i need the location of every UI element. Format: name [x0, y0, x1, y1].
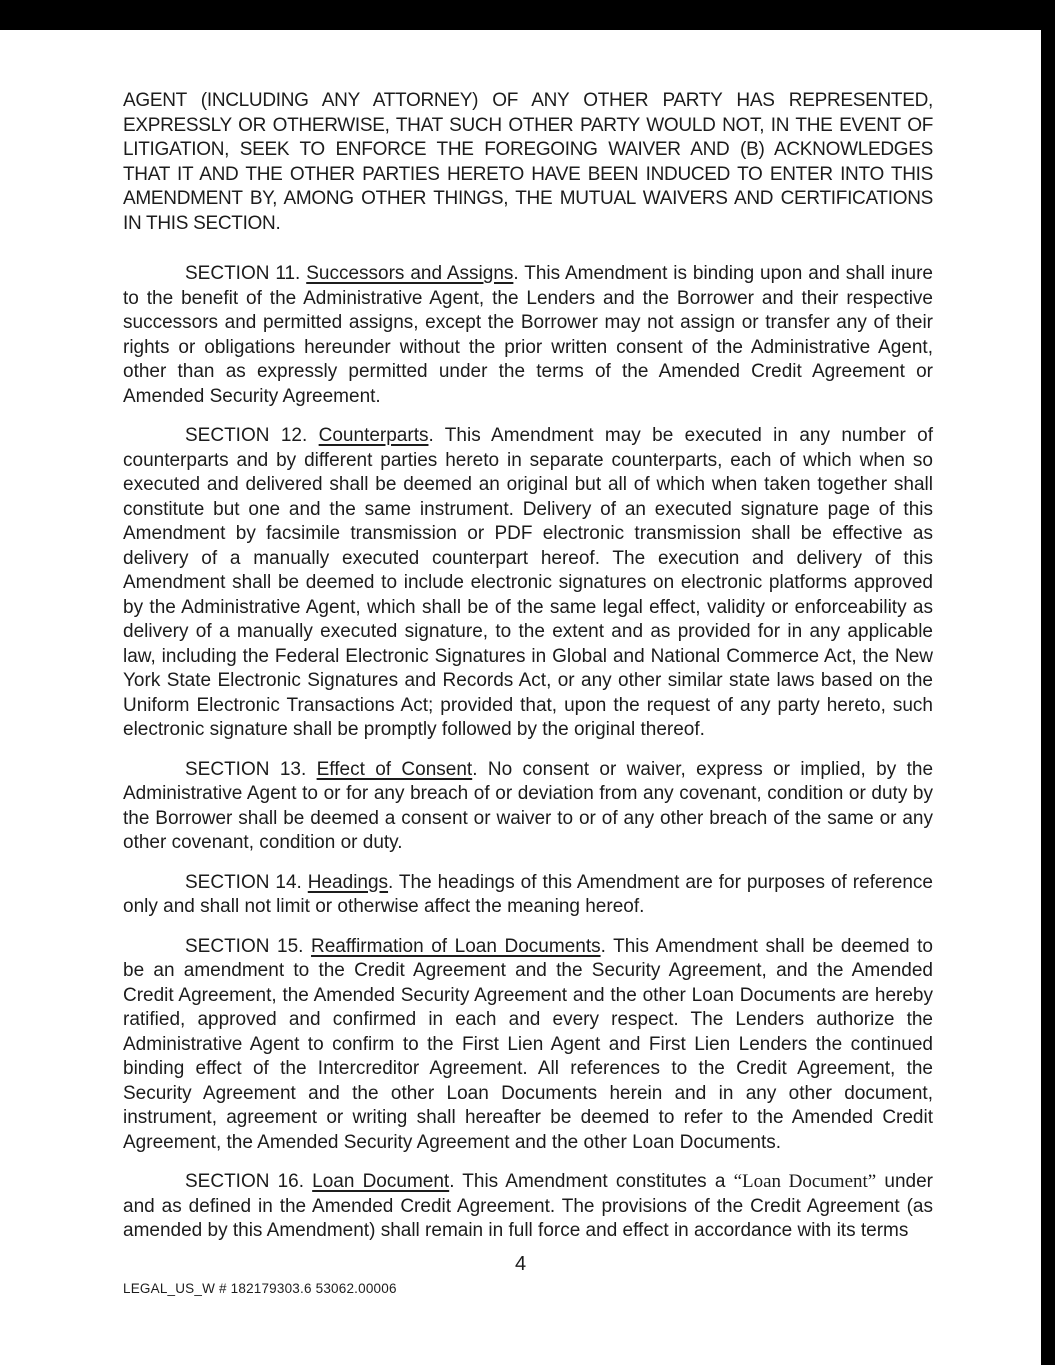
section-16-body-post: under and as defined in the Amended Credit Agreement. The provisions of the Credit Agreement (as amended by this Amendment) shall remain in full force and effect in accordance with its terms — [123, 1171, 933, 1241]
section-15-body: . This Amendment shall be deemed to be an amendment to the Credit Agreement and the Security Agreement, and the Amended Credit Agreement, the Amended Security Agreement and the other Loan Documents are hereby ratified, approved and confirmed in each and every respect. The Lenders authorize the Administrative Agent to confirm to the First Lien Agent and First Lien Lenders the continued binding effect of the Intercreditor Agreement. All references to the Credit Agreement, the Security Agreement and the other Loan Documents herein and in any other document, instrument, agreement or writing shall hereafter be deemed to refer to the Amended Credit Agreement, the Amended Security Agreement and the other Loan Documents. — [123, 935, 933, 1153]
section-13-paragraph — [123, 758, 933, 856]
section-11-paragraph — [123, 262, 933, 409]
intro-paragraph: AGENT (INCLUDING ANY ATTORNEY) OF ANY OTHER PARTY HAS REPRESENTED, EXPRESSLY OR OTHERWISE, THAT SUCH OTHER PARTY WOULD NOT, IN THE EVENT OF LITIGATION, SEEK TO ENFORCE THE FOREGOING WAIVER AND (B) ACKNOWLEDGES THAT IT AND THE OTHER PARTIES HERETO HAVE BEEN INDUCED TO ENTER INTO THIS AMENDMENT BY, AMONG OTHER THINGS, THE MUTUAL WAIVERS AND CERTIFICATIONS IN THIS SECTION. — [123, 90, 933, 234]
scan-artifact-top-bar — [0, 0, 1055, 30]
section-11-title: Successors and Assigns — [306, 263, 514, 284]
document-id-footer: LEGAL_US_W # 182179303.6 53062.00006 — [123, 1281, 397, 1296]
section-13-title: Effect of Consent — [316, 758, 473, 780]
section-14-paragraph — [123, 871, 933, 920]
section-16-body-pre: . This Amendment constitutes a — [449, 1171, 734, 1192]
section-11-label: SECTION 11. — [185, 263, 307, 284]
page-number: 4 — [514, 1253, 527, 1275]
section-14-body: . The headings of this Amendment are for purposes of reference only and shall not limit or otherwise affect the meaning hereof. — [123, 871, 933, 917]
section-16-quoted-term: “Loan Document” — [733, 1171, 877, 1192]
section-16-title: Loan Document — [312, 1171, 450, 1192]
section-16-paragraph — [123, 1170, 933, 1244]
section-14-title: Headings — [307, 871, 389, 893]
section-15-paragraph — [123, 935, 933, 1156]
section-16-label: SECTION 16. — [185, 1171, 313, 1192]
section-12-title: Counterparts — [318, 425, 429, 446]
section-14-label: SECTION 14. — [185, 871, 308, 893]
section-12-paragraph — [123, 424, 933, 743]
section-15-label: SECTION 15. — [185, 935, 312, 957]
document-content — [123, 89, 933, 1259]
section-12-body: . This Amendment may be executed in any number of counterparts and by different parties hereto in separate counterparts, each of which when so executed and delivered shall be deemed an original but all of which when taken together shall constitute but one and the same instrument. Delivery of an executed signature page of this Amendment by facsimile transmission or PDF electronic transmission shall be effective as delivery of a manually executed counterpart hereof. The execution and delivery of this Amendment shall be deemed to include electronic signatures on electronic platforms approved by the Administrative Agent, which shall be of the same legal effect, validity or enforceability as delivery of a manually executed signature, to the extent and as provided for in any applicable law, including the Federal Electronic Signatures in Global and National Commerce Act, the New York State Electronic Signatures and Records Act, or any other similar state laws based on the Uniform Electronic Transactions Act; provided that, upon the request of any party hereto, such electronic signature shall be promptly followed by the original thereof. — [123, 425, 934, 740]
scan-artifact-right-bar — [1041, 0, 1055, 1365]
section-13-body: . No consent or waiver, express or implied, by the Administrative Agent to or for any breach of or deviation from any covenant, condition or duty by the Borrower shall be deemed a consent or waiver to or of any other breach of the same or any other covenant, condition or duty. — [123, 758, 934, 853]
section-11-body: . This Amendment is binding upon and shall inure to the benefit of the Administrative Agent, the Lenders and the Borrower and their respective successors and permitted assigns, except the Borrower may not assign or transfer any of their rights or obligations hereunder without the prior written consent of the Administrative Agent, other than as expressly permitted under the terms of the Amended Credit Agreement or Amended Security Agreement. — [123, 263, 933, 407]
section-12-label: SECTION 12. — [185, 425, 319, 446]
section-15-title: Reaffirmation of Loan Documents — [311, 935, 601, 957]
section-13-label: SECTION 13. — [185, 758, 317, 780]
